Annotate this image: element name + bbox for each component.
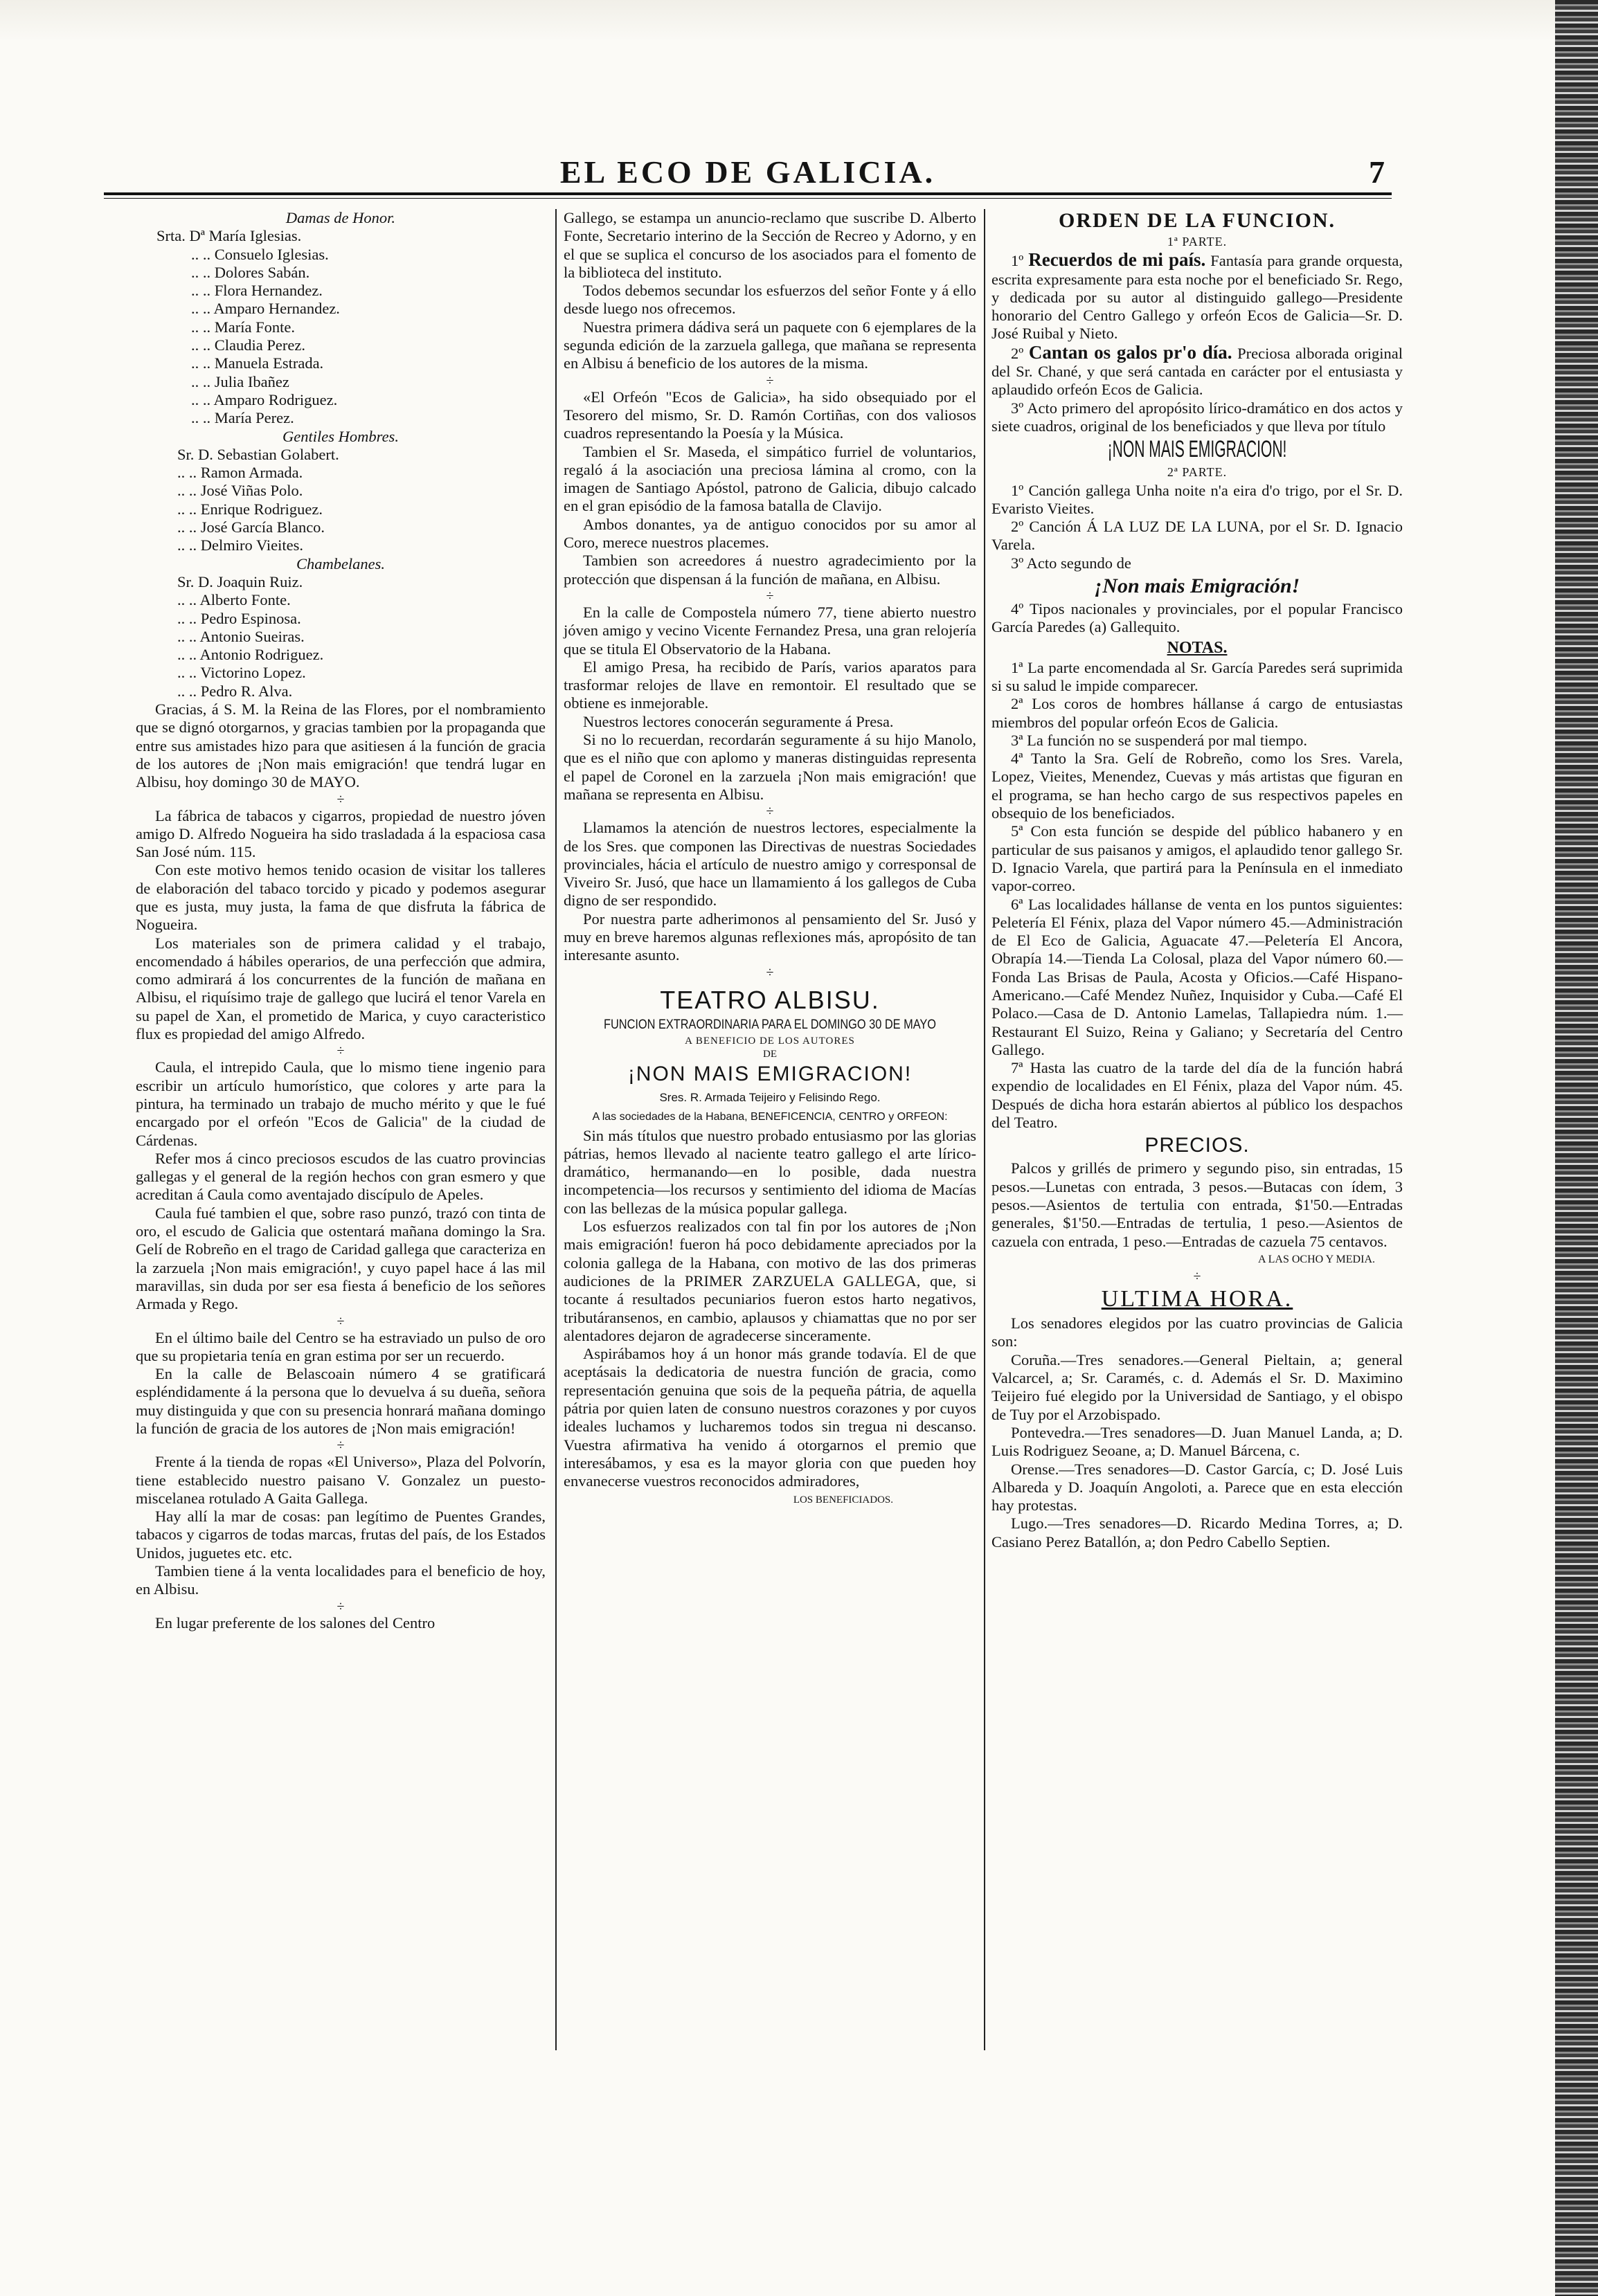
paragraph: En el último baile del Centro se ha estraviado un pulso de oro que su propietaria tenía en gran estima por ser un recuerdo. — [136, 1328, 546, 1364]
notas-heading: NOTAS. — [1167, 638, 1228, 657]
column-divider-2 — [984, 209, 985, 2050]
page-number: 7 — [1369, 154, 1385, 190]
num-label: 1º — [1011, 252, 1024, 270]
list-item: .. .. Amparo Rodriguez. — [191, 390, 338, 408]
paragraph: Hay allí la mar de cosas: pan legítimo de Puentes Grandes, tabacos y cigarros de todas marcas, frutas del país, de los Estados Unidos, juguetes etc. etc. — [136, 1508, 546, 1562]
separator: ÷ — [336, 791, 345, 807]
paragraph: Palcos y grillés de primero y segundo piso, sin entradas, 15 pesos.—Lunetas con entrada, 3 pesos.—Butacas con ídem, 3 pesos.—Asientos de tertulia con entrada, $1'50.—Entradas generales, $1'50.—Entradas de tertulia, 1 peso.—Asientos de cazuela con entrada, 1 peso.—Entradas de cazuela 75 centavos. — [991, 1159, 1403, 1250]
paragraph: Ambos donantes, ya de antiguo conocidos por su amor al Coro, merece nuestros placemes. — [564, 515, 976, 552]
recuerdos-text: Fantasía para grande orquesta, escrita expresamente para esta noche por el beneficiado Sr. Rego, y dedicada por su autor al distinguido gallego—Presidente honorario del Centro Gallego y orfeón Ecos de Galicia—Sr. D. José Ruibal y Nieto. — [991, 252, 1403, 343]
paragraph: Los materiales son de primera calidad y el trabajo, encomendado á hábiles operarios, de una perfección que admira, como admirará á los concurrentes de la función de mañana en Albisu, el riquísimo traje de gallego que lucirá el tenor Varela en su papel de Xan, el prometido de Marica, y cuyo caracteristico flux es propiedad del amigo Alfredo. — [136, 934, 546, 1043]
paragraph: Si no lo recuerdan, recordarán seguramente á su hijo Manolo, que es el niño que con aplomo y maneras distinguidas representa el papel de Coronel en la zarzuela ¡Non mais emigración! que mañana se representa en Albisu. — [564, 731, 976, 803]
list-item: Sr. D. Joaquin Ruiz. — [177, 572, 303, 590]
paragraph — [991, 343, 1403, 399]
autores-line: Sres. R. Armada Teijeiro y Felisindo Rego. — [659, 1090, 881, 1104]
funcion-heading: FUNCION EXTRAORDINARIA PARA EL DOMINGO 30 DE MAYO — [603, 1017, 936, 1032]
paragraph — [991, 251, 1403, 343]
list-item: .. .. Consuelo Iglesias. — [191, 245, 329, 263]
cantan-text: Preciosa alborada original del Sr. Chané, y que será cantada en carácter por el entusiasta y aplaudido orfeón Ecos de Galicia. — [991, 344, 1403, 399]
precios-heading: PRECIOS. — [1144, 1134, 1250, 1157]
gentiles-heading: Gentiles Hombres. — [282, 427, 399, 445]
list-item: .. .. Pedro R. Alva. — [177, 682, 293, 700]
list-item: .. .. José Viñas Polo. — [177, 482, 303, 500]
paragraph: Por nuestra parte adherimonos al pensamiento del Sr. Jusó y muy en breve haremos algunas reflexiones más, apropósito de tan interesante asunto. — [564, 910, 976, 964]
separator: ÷ — [766, 964, 774, 980]
separator: ÷ — [336, 1313, 345, 1329]
list-item: Sr. D. Sebastian Golabert. — [177, 445, 339, 463]
separator: ÷ — [766, 588, 774, 604]
paragraph: Los esfuerzos realizados con tal fin por los autores de ¡Non mais emigración! fueron há poco debidamente apreciados por la colonia gallega de la Habana, con motivo de las dos primeras audiciones de la PRIMER ZARZUELA GALLEGA, que, si tocante á resultados pecuniarios fueron estos harto negativos, tributáransenos, en cambio, aplausos y chiamattas que no por ser alentadores dejaron de agradecerse sinceramente. — [564, 1218, 976, 1344]
de-line: DE — [763, 1048, 777, 1060]
list-item: .. .. Pedro Espinosa. — [177, 609, 301, 627]
paragraph: En lugar preferente de los salones del Centro — [155, 1613, 436, 1631]
hora-line: A LAS OCHO Y MEDIA. — [1257, 1253, 1375, 1265]
paragraph: 1ª La parte encomendada al Sr. García Paredes será suprimida si su salud le impide comparecer. — [991, 658, 1403, 694]
paragraph: Llamamos la atención de nuestros lectores, especialmente la de los Sres. que componen las Directivas de nuestras Sociedades provinciales, hácia el artículo de nuestro amigo y corresponsal de Viveiro Sr. Jusó, que hace un llamamiento á los gallegos de Cuba digno de ser respondido. — [564, 819, 976, 910]
list-item: Srta. Dª María Iglesias. — [156, 227, 302, 245]
gentiles-list — [136, 446, 546, 555]
ultima-hora-heading: ULTIMA HORA. — [1101, 1286, 1293, 1312]
paragraph: Gracias, á S. M. la Reina de las Flores, por el nombramiento que se dignó otorgarnos, y gracias tambien por la propaganda que entre sus amistades hizo para que asitiesen á la función de gracia de los autores de ¡Non mais emigración! que tendrá lugar en Albisu, hoy domingo 30 de MAYO. — [136, 700, 546, 791]
paragraph: La fábrica de tabacos y cigarros, propiedad de nuestro jóven amigo D. Alfredo Nogueira ha sido trasladada á la espaciosa casa San José núm. 115. — [136, 806, 546, 861]
separator: ÷ — [1193, 1269, 1201, 1285]
scan-edge-right — [1555, 0, 1598, 2296]
paragraph: 4º Tipos nacionales y provinciales, por el popular Francisco García Paredes (a) Gallequito. — [991, 600, 1403, 636]
paragraph: Nuestra primera dádiva será un paquete con 6 ejemplares de la segunda edición de la zarzuela gallega, que mañana se representa en Albisu á beneficio de los autores de la misma. — [564, 318, 976, 372]
column-2 — [564, 209, 976, 1509]
sociedades-line: A las sociedades de la Habana, BENEFICENCIA, CENTRO y ORFEON: — [592, 1110, 948, 1123]
non-mais-title: ¡NON MAIS EMIGRACION! — [1107, 436, 1287, 463]
paragraph: 2ª Los coros de hombres hállanse á cargo de entusiastas miembros del popular orfeón Ecos de Galicia. — [991, 695, 1403, 731]
paragraph: 3º Acto segundo de — [1011, 554, 1131, 572]
paragraph: 4ª Tanto la Sra. Gelí de Robreño, como los Sres. Varela, Lopez, Vieites, Menendez, Cuevas y más artistas que figuran en el programa, se han hecho cargo de sus respectivos papeles en obsequio de los beneficiados. — [991, 750, 1403, 822]
list-item: .. .. Flora Hernandez. — [191, 282, 323, 300]
paragraph: 5ª Con esta función se despide del público habanero y en particular de sus paisanos y amigos, el aplaudido tenor gallego Sr. D. Ignacio Varela, que partirá para la Península en el inmediato vapor-correo. — [991, 822, 1403, 895]
paragraph: 6ª Las localidades hállanse de venta en los puntos siguientes: Peletería El Fénix, plaza del Vapor número 45.—Administración de El Eco de Galicia, Aguacate 47.—Peletería El Ancora, Obrapía 14.—Tienda La Colosal, plaza del Vapor número 60.—Fonda Las Brisas de Paula, Acosta y Oficios.—Café Hispano-Americano.—Café Mendez Nuñez, Inquisidor y Cuba.—Café El Polaco.—Casa de D. Antonio Lamelas, Tallapiedra núm. 1.—Restaurant El Suizo, Reina y Galiano; y Secretaría del Centro Gallego. — [991, 895, 1403, 1058]
masthead-rule-thick — [104, 192, 1392, 195]
paragraph: Orense.—Tres senadores—D. Castor García, c; D. José Luis Albareda y D. Joaquín Angoloti, a. Parece que en esta elección hay protestas. — [991, 1460, 1403, 1515]
cantan-title: Cantan os galos pr'o día. — [1028, 341, 1232, 363]
list-item: .. .. Antonio Sueiras. — [177, 627, 305, 645]
paragraph: Pontevedra.—Tres senadores—D. Juan Manuel Landa, a; D. Luis Rodriguez Seoane, a; D. Manuel Bárcena, c. — [991, 1423, 1403, 1460]
paragraph: Con este motivo hemos tenido ocasion de visitar los talleres de elaboración del tabaco torcido y picado y podemos asegurar que es justa, muy justa, la fama de que disfruta la fábrica de Nogueira. — [136, 861, 546, 934]
non-mais-heading: ¡NON MAIS EMIGRACION! — [627, 1062, 913, 1085]
paragraph: Refer mos á cinco preciosos escudos de las cuatro provincias gallegas y el general de la región hechos con gran esmero y que acreditan á Caula como aventajado discípulo de Apeles. — [136, 1149, 546, 1204]
damas-list — [136, 227, 546, 427]
chambelanes-heading: Chambelanes. — [296, 554, 386, 572]
paragraph: Sin más títulos que nuestro probado entusiasmo por las glorias pátrias, hemos llevado al naciente teatro gallego el arte lírico-dramático, hermanando—en lo posible, dada nuestra incompetencia—los recursos y sentimiento del idioma de Macías con las bellezas de la música popular gallega. — [564, 1126, 976, 1217]
separator: ÷ — [336, 1438, 345, 1454]
masthead-rule-thin — [104, 198, 1392, 199]
teatro-heading: TEATRO ALBISU. — [660, 985, 880, 1014]
list-item: .. .. Victorino Lopez. — [177, 664, 306, 682]
paragraph: Tambien el Sr. Maseda, el simpático furriel de voluntarios, regaló á la asociación una preciosa lámina al cromo, con la imagen de Santiago Apóstol, patrono de Galicia, dibujo calcado en el gran episódio de la famosa batalla de Clavijo. — [564, 442, 976, 515]
paragraph: Coruña.—Tres senadores.—General Pieltain, a; general Valcarcel, a; Sr. Caramés, c. d. Además el Sr. D. Maximino Teijeiro fué elegido por la Universidad de Santiago, y el obispo de Tuy por el Arzobispado. — [991, 1350, 1403, 1423]
list-item: .. .. Antonio Rodriguez. — [177, 646, 324, 664]
paragraph: El amigo Presa, ha recibido de París, varios aparatos para trasformar relojes de llave en remontoir. El resultado que se obtiene es inmejorable. — [564, 658, 976, 712]
list-item: .. .. Ramon Armada. — [177, 464, 303, 482]
newspaper-title: EL ECO DE GALICIA. — [559, 154, 936, 190]
paragraph: Lugo.—Tres senadores—D. Ricardo Medina Torres, a; D. Casiano Perez Batallón, a; don Pedro Cabello Septien. — [991, 1515, 1403, 1551]
list-item: .. .. Claudia Perez. — [191, 336, 305, 354]
signature-line: LOS BENEFICIADOS. — [793, 1494, 893, 1506]
paragraph: Caula fué tambien el que, sobre raso punzó, trazó con tinta de oro, el escudo de Galicia que ostentará mañana domingo la Sra. Gelí de Robreño en el trago de Caridad gallega que caracteriza en la zarzuela ¡Non mais emigración!, y cuyo papel hace á las mil maravillas, sin duda por ser esa fiesta á beneficio de los señores Armada y Rego. — [136, 1204, 546, 1313]
paragraph: Caula, el intrepido Caula, que lo mismo tiene ingenio para escribir un artículo humorístico, que colores y arte para la pintura, ha terminado un trabajo de mucho mérito y que le fué encargado por el orfeón "Ecos de Galicia" de la ciudad de Cárdenas. — [136, 1058, 546, 1149]
list-item: .. .. Manuela Estrada. — [191, 354, 324, 372]
paragraph: 2º Canción Á LA LUZ DE LA LUNA, por el Sr. D. Ignacio Varela. — [991, 518, 1403, 554]
list-item: .. .. Alberto Fonte. — [177, 591, 291, 609]
paragraph: En la calle de Belascoain número 4 se gratificará espléndidamente á la persona que lo devuelva á su dueña, señora muy distinguida y que con su presencia honrará mañana domingo la función de gracia de los autores de ¡Non mais emigración! — [136, 1365, 546, 1437]
separator: ÷ — [766, 804, 774, 820]
scan-edge-top — [0, 0, 1598, 42]
list-item: .. .. Julia Ibañez — [191, 372, 289, 390]
paragraph: Todos debemos secundar los esfuerzos del señor Fonte y á ello desde luego nos ofrecemos. — [564, 282, 976, 318]
paragraph: Nuestros lectores conocerán seguramente á Presa. — [583, 712, 894, 730]
paragraph: 7ª Hasta las cuatro de la tarde del día de la función habrá expendio de localidades en El Fénix, plaza del Vapor núm. 45. Después de dicha hora estarán abiertos al público los despachos del Teatro. — [991, 1059, 1403, 1132]
num-label: 2º — [1011, 344, 1024, 362]
list-item: .. .. Amparo Hernandez. — [191, 300, 340, 318]
paragraph: 3º Acto primero del apropósito lírico-dramático en dos actos y siete cuadros, original de los beneficiados y que lleva por título — [991, 399, 1403, 435]
parte2-label: 2ª PARTE. — [1167, 465, 1228, 480]
masthead — [104, 154, 1392, 188]
orden-heading: ORDEN DE LA FUNCION. — [1058, 209, 1336, 232]
separator: ÷ — [766, 372, 774, 388]
recuerdos-title: Recuerdos de mi país. — [1028, 249, 1206, 271]
column-1 — [136, 209, 546, 1632]
parte1-label: 1ª PARTE. — [1167, 235, 1228, 248]
paragraph: En la calle de Compostela número 77, tiene abierto nuestro jóven amigo y vecino Vicente Fernandez Presa, una gran relojería que se titula El Observatorio de la Habana. — [564, 603, 976, 658]
separator: ÷ — [336, 1598, 345, 1614]
list-item: .. .. José García Blanco. — [177, 518, 325, 536]
list-item: .. .. Delmiro Vieites. — [177, 536, 303, 554]
list-item: .. .. María Perez. — [191, 409, 294, 427]
list-item: .. .. Dolores Sabán. — [191, 263, 310, 281]
paragraph: Tambien son acreedores á nuestro agradecimiento por la protección que dispensan á la función de mañana, en Albisu. — [564, 552, 976, 588]
chambelanes-list — [136, 573, 546, 700]
column-3 — [991, 209, 1403, 1551]
damas-heading: Damas de Honor. — [285, 209, 396, 226]
column-divider-1 — [555, 209, 557, 2050]
paragraph: «El Orfeón "Ecos de Galicia», ha sido obsequiado por el Tesorero del mismo, Sr. D. Ramón Cortiñas, con dos valiosos cuadros representando la Poesía y la Música. — [564, 388, 976, 442]
paragraph: Aspirábamos hoy á un honor más grande todavía. El de que aceptásais la dedicatoria de nuestra función de gracia, como representación genuina que sois de la pequeña pátria, de aquella pátria por quien laten de consuno nuestros corazones y por cuyos ideales luchamos y lucharemos todos sin tregua ni descanso. Vuestra afirmativa ha venido á otorgarnos el premio que interesábamos, y esa es la mayor gloria con que pueden hoy envanecerse vuestros reconocidos admiradores, — [564, 1345, 976, 1490]
list-item: .. .. Enrique Rodriguez. — [177, 500, 323, 518]
paragraph: Gallego, se estampa un anuncio-reclamo que suscribe D. Alberto Fonte, Secretario interino de la Sección de Recreo y Adorno, y en el que se suplica el concurso de los asociados para el fomento de la biblioteca del instituto. — [564, 209, 976, 281]
paragraph: 3ª La función no se suspenderá por mal tiempo. — [1011, 731, 1307, 749]
paragraph: Frente á la tienda de ropas «El Universo», Plaza del Polvorín, tiene establecido nuestro paisano V. Gonzalez un puesto-miscelanea rotulado A Gaita Gallega. — [136, 1453, 546, 1507]
paragraph: Los senadores elegidos por las cuatro provincias de Galicia son: — [991, 1314, 1403, 1350]
separator: ÷ — [336, 1043, 345, 1059]
beneficio-line: A BENEFICIO DE LOS AUTORES — [685, 1035, 855, 1047]
non-mais-gothic: ¡Non mais Emigración! — [1094, 575, 1300, 598]
paragraph: Tambien tiene á la venta localidades para el beneficio de hoy, en Albisu. — [136, 1562, 546, 1598]
paragraph: 1º Canción gallega Unha noite n'a eira d'o trigo, por el Sr. D. Evaristo Vieites. — [991, 481, 1403, 517]
list-item: .. .. María Fonte. — [191, 318, 295, 336]
